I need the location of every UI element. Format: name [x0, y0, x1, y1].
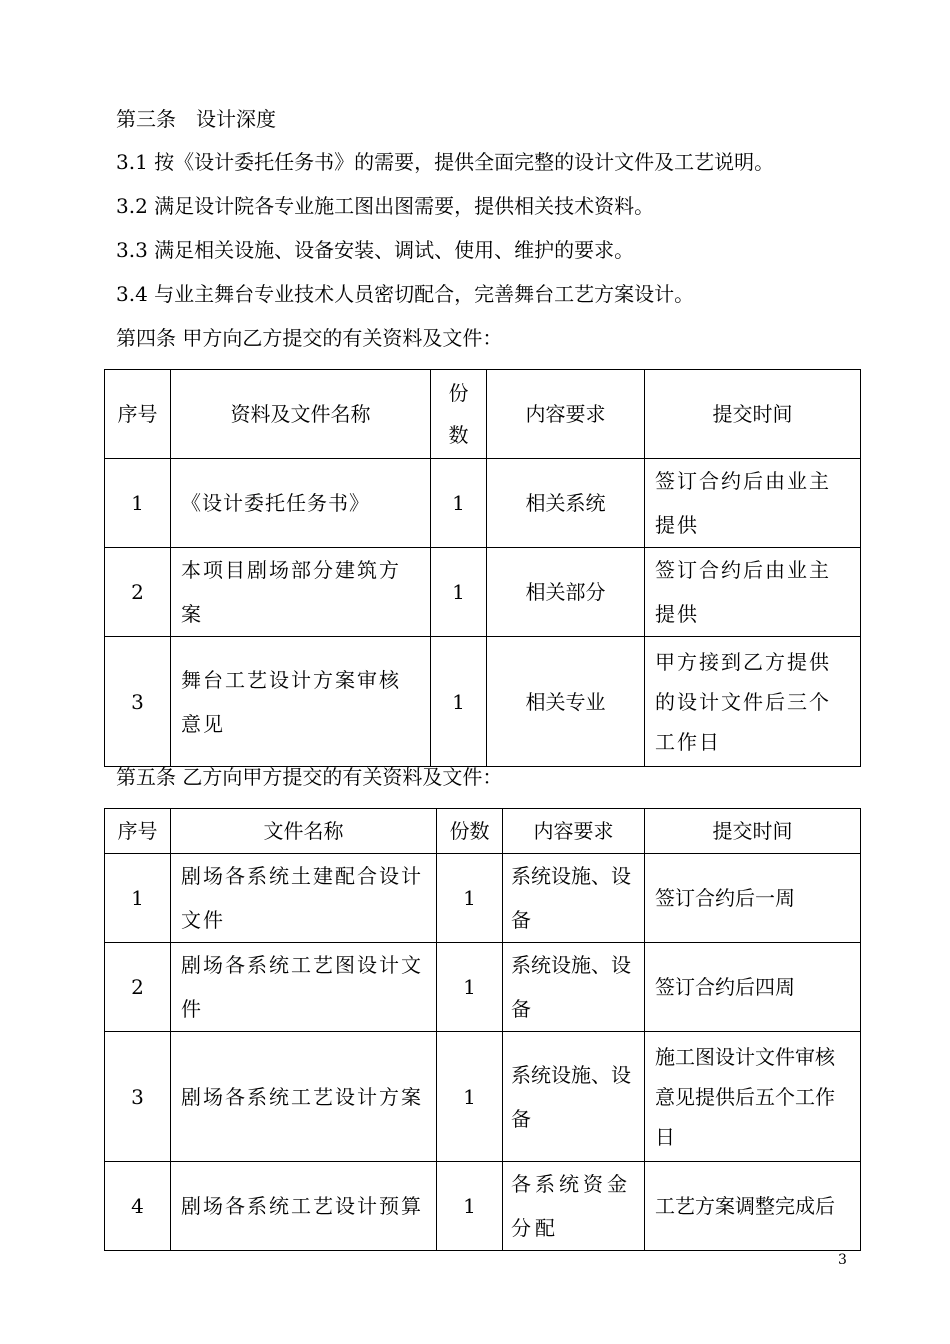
table-row	[105, 548, 861, 637]
table-row	[105, 637, 861, 767]
row-copies: 1	[431, 459, 487, 548]
table-header-row	[105, 809, 861, 854]
section3-heading: 第三条 设计深度	[116, 107, 276, 131]
row-requirement: 系统设施、设备	[503, 854, 645, 943]
row-seq: 4	[105, 1162, 171, 1251]
section4-heading: 第四条 甲方向乙方提交的有关资料及文件：	[116, 326, 503, 350]
table-row	[105, 943, 861, 1032]
header-seq: 序号	[105, 809, 171, 854]
page-number: 3	[838, 1252, 847, 1268]
section3-item-1: 3.1 按《设计委托任务书》的需要，提供全面完整的设计文件及工艺说明。	[116, 150, 775, 174]
section5-heading: 第五条 乙方向甲方提交的有关资料及文件：	[116, 765, 503, 789]
header-requirement: 内容要求	[487, 370, 645, 459]
section3-item-3: 3.3 满足相关设施、设备安装、调试、使用、维护的要求。	[116, 238, 635, 262]
row-time: 施工图设计文件审核意见提供后五个工作日	[645, 1032, 861, 1162]
materials-table-party-a	[104, 369, 861, 767]
materials-table-party-b	[104, 808, 861, 1251]
table-row	[105, 1032, 861, 1162]
row-name: 《设计委托任务书》	[171, 459, 431, 548]
table-row	[105, 1162, 861, 1251]
row-time: 甲方接到乙方提供的设计文件后三个工作日	[645, 637, 861, 767]
row-name: 剧场各系统工艺设计方案	[171, 1032, 437, 1162]
row-requirement: 相关专业	[487, 637, 645, 767]
row-requirement: 相关系统	[487, 459, 645, 548]
row-copies: 1	[437, 1162, 503, 1251]
header-seq: 序号	[105, 370, 171, 459]
row-seq: 3	[105, 637, 171, 767]
row-time: 工艺方案调整完成后	[645, 1162, 861, 1251]
row-name: 舞台工艺设计方案审核意见	[171, 637, 431, 767]
header-time: 提交时间	[645, 809, 861, 854]
table-row	[105, 854, 861, 943]
row-copies: 1	[431, 637, 487, 767]
header-copies: 份数	[437, 809, 503, 854]
section3-item-4: 3.4 与业主舞台专业技术人员密切配合，完善舞台工艺方案设计。	[116, 282, 695, 306]
row-name: 本项目剧场部分建筑方案	[171, 548, 431, 637]
section3-item-2: 3.2 满足设计院各专业施工图出图需要，提供相关技术资料。	[116, 194, 655, 218]
row-copies: 1	[437, 943, 503, 1032]
header-name: 资料及文件名称	[171, 370, 431, 459]
header-copies: 份数	[448, 381, 469, 447]
row-time: 签订合约后四周	[645, 943, 861, 1032]
row-requirement: 系统设施、设备	[503, 1032, 645, 1162]
row-seq: 1	[105, 459, 171, 548]
row-seq: 1	[105, 854, 171, 943]
header-requirement: 内容要求	[503, 809, 645, 854]
row-seq: 2	[105, 943, 171, 1032]
row-time: 签订合约后由业主提供	[645, 548, 861, 637]
row-requirement: 相关部分	[487, 548, 645, 637]
row-seq: 2	[105, 548, 171, 637]
table-row	[105, 459, 861, 548]
row-time: 签订合约后由业主提供	[645, 459, 861, 548]
row-requirement: 系统设施、设备	[503, 943, 645, 1032]
row-requirement: 各系统资金分配	[503, 1162, 645, 1251]
row-copies: 1	[431, 548, 487, 637]
table-header-row	[105, 370, 861, 459]
row-copies: 1	[437, 854, 503, 943]
row-name: 剧场各系统工艺图设计文件	[171, 943, 437, 1032]
header-name: 文件名称	[171, 809, 437, 854]
header-time: 提交时间	[645, 370, 861, 459]
row-name: 剧场各系统工艺设计预算	[171, 1162, 437, 1251]
row-seq: 3	[105, 1032, 171, 1162]
row-name: 剧场各系统土建配合设计文件	[171, 854, 437, 943]
row-time: 签订合约后一周	[645, 854, 861, 943]
row-copies: 1	[437, 1032, 503, 1162]
